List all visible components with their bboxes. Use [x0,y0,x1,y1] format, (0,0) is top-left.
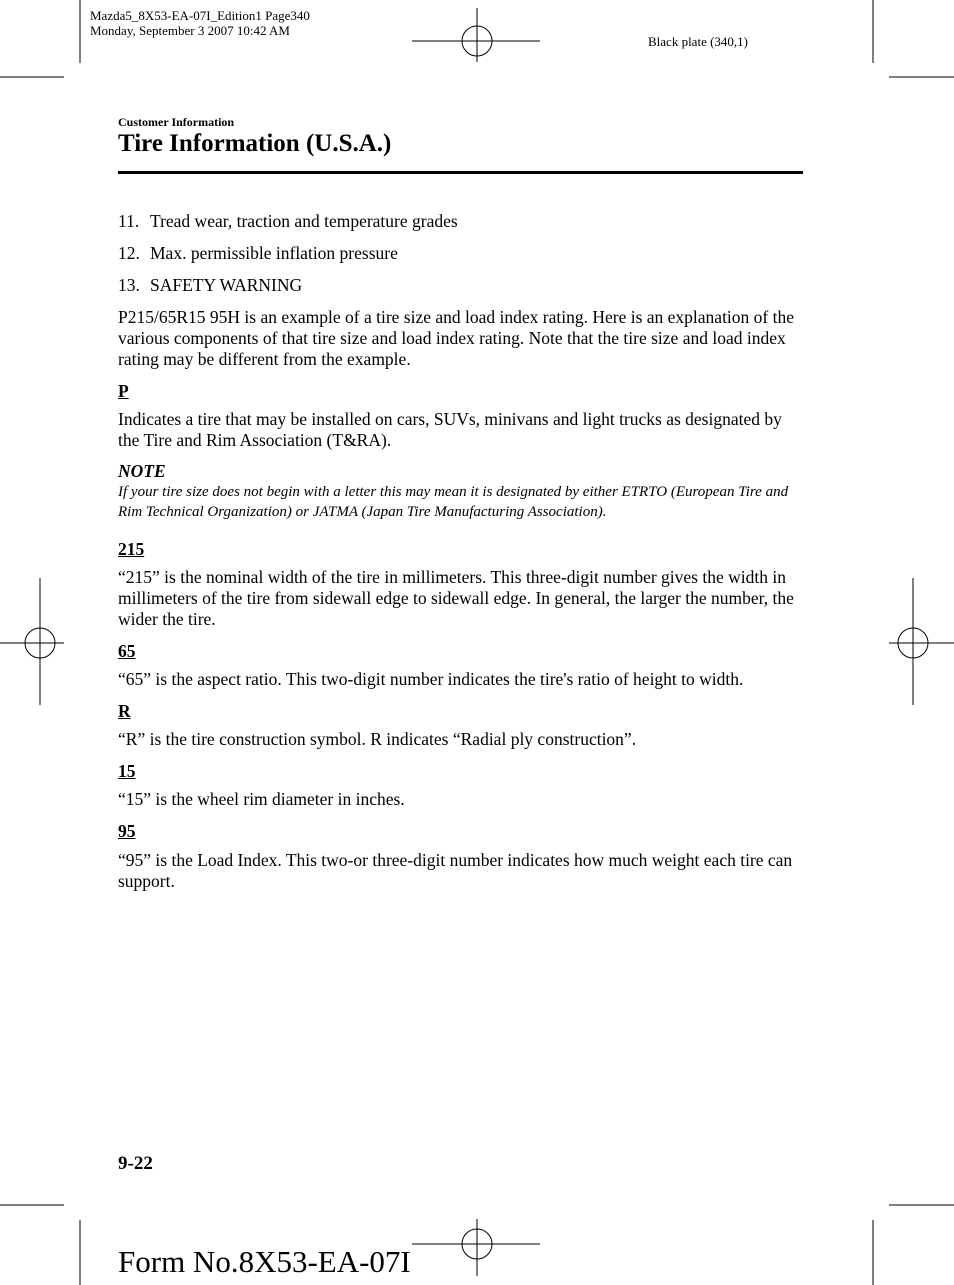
list-item-text: SAFETY WARNING [150,275,303,295]
list-item [118,211,458,232]
section-heading-65: 65 [118,641,136,661]
section-heading-p: P [118,381,129,401]
list-item [118,243,398,264]
form-number: Form No.8X53-EA-07I [118,1244,411,1279]
main-content [118,0,806,1285]
slug-line-1: Mazda5_8X53-EA-07I_Edition1 Page340 [90,8,310,23]
page-title: Tire Information (U.S.A.) [118,130,392,157]
slug-line-2: Monday, September 3 2007 10:42 AM [90,23,290,38]
section-heading-95: 95 [118,821,136,841]
section-text-15: “15” is the wheel rim diameter in inches. [118,789,405,809]
section-heading-15: 15 [118,761,136,781]
section-heading-r: R [118,701,131,721]
list-item-text: Tread wear, traction and temperature grades [150,211,458,231]
list-item [118,275,302,296]
intro-paragraph: P215/65R15 95H is an example of a tire size and load index rating. Here is an explanation of the various components of that tire size and load index rating. Note that the tire size and load index rating may be different from the example. [118,307,794,369]
plate-label: Black plate (340,1) [648,34,748,49]
list-item-number: 13. [118,275,140,295]
section-text-p: Indicates a tire that may be installed on cars, SUVs, minivans and light trucks as designated by the Tire and Rim Association (T&RA). [118,409,782,450]
list-item-number: 12. [118,243,140,263]
list-item-number: 11. [118,211,140,231]
section-text-r: “R” is the tire construction symbol. R indicates “Radial ply construction”. [118,729,637,749]
list-item-text: Max. permissible inflation pressure [150,243,398,263]
section-text-95: “95” is the Load Index. This two-or three-digit number indicates how much weight each tire can support. [118,850,793,891]
section-heading-215: 215 [118,539,145,559]
page-number: 9-22 [118,1153,153,1174]
section-label: Customer Information [118,115,235,129]
section-text-65: “65” is the aspect ratio. This two-digit number indicates the tire's ratio of height to width. [118,669,744,689]
note-heading: NOTE [118,461,166,481]
section-text-215: “215” is the nominal width of the tire in millimeters. This three-digit number gives the width in millimeters of the tire from sidewall edge to sidewall edge. In general, the larger the number, the wider the tire. [118,567,794,629]
note-text: If your tire size does not begin with a letter this may mean it is designated by either ETRTO (European Tire and Rim Technical Organization) or JATMA (Japan Tire Manufacturing Association). [118,484,789,520]
